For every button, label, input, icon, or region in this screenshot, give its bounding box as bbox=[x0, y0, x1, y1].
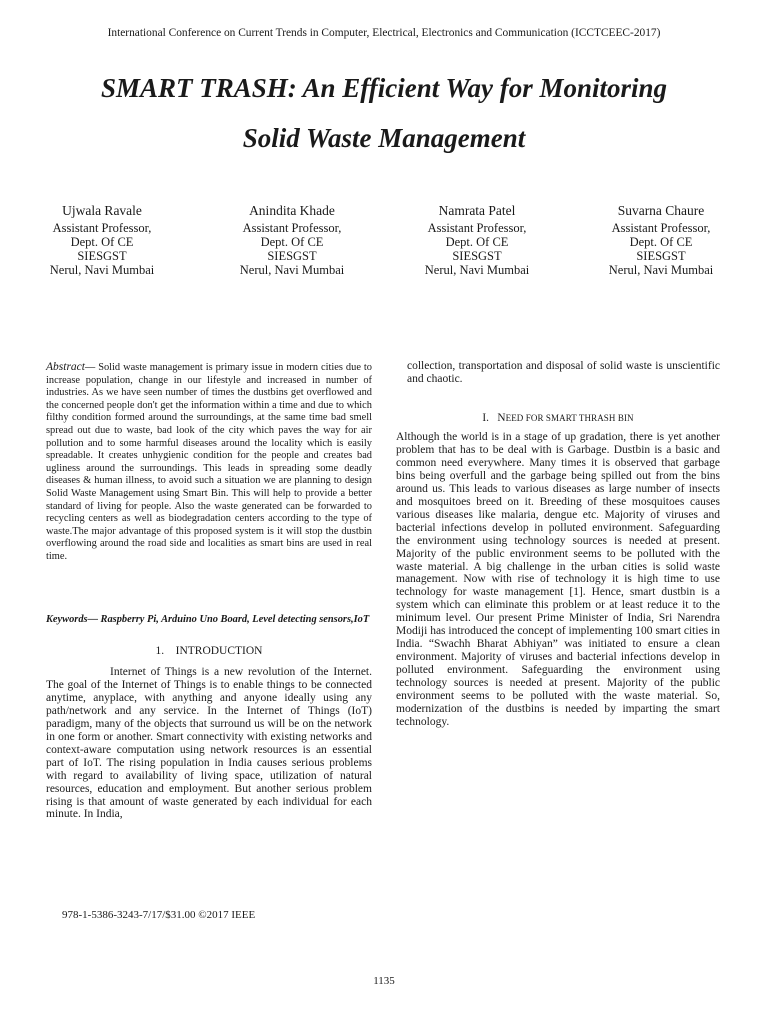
abstract-label: Abstract bbox=[46, 361, 85, 373]
heading-small-caps: EED FOR SMART THRASH BIN bbox=[505, 413, 634, 423]
author-location: Nerul, Navi Mumbai bbox=[239, 263, 345, 277]
abstract bbox=[46, 361, 372, 564]
author-role: Assistant Professor, bbox=[427, 221, 527, 235]
abstract-text: Solid waste management is primary issue in modern cities due to increase population, change in our lifestyle and increased in number of industries. As we have seen number of times the dustbins get overflowed and the concerned people don't get the information within a time and due to which filthy condition formed around the surroundings, at the same time bad smell spread out due to waste, bad look of the city which paves the way for air pollution and to some harmful diseases around the locality which is easily spreadable. It creates unhygienic condition for the people and creates bad ugliness around the surroundings. This leads in spreading some deadly diseases & human illness, to avoid such a situation we are planning to design Solid Waste Management using Smart Bin. This will help to provide a better standard of living for people. Also the waste generated can be forwarded to recycling centers as well as biodegradation centers according to the type of waste.The major advantage of this proposed system is it will stop the dustbin overflowing around the road side and localities as smart bins are used in real time. bbox=[46, 362, 372, 562]
keywords: Keywords— Raspberry Pi, Arduino Uno Board, Level detecting sensors,IoT bbox=[46, 614, 370, 625]
heading-first-letter: N bbox=[497, 412, 506, 424]
continued-paragraph: collection, transportation and disposal of solid waste is unscientific and chaotic. bbox=[407, 360, 720, 385]
abstract-dash: — bbox=[84, 361, 96, 373]
author-name: Suvarna Chaure bbox=[617, 203, 705, 218]
introduction-paragraph bbox=[46, 666, 372, 821]
author-location: Nerul, Navi Mumbai bbox=[49, 263, 155, 277]
author-org: SIESGST bbox=[452, 249, 502, 263]
page-number: 1135 bbox=[373, 975, 395, 987]
author-block bbox=[207, 204, 377, 277]
author-org: SIESGST bbox=[77, 249, 127, 263]
author-role: Assistant Professor, bbox=[611, 221, 711, 235]
conference-header: International Conference on Current Trends in Computer, Electrical, Electronics and Communication (ICCTCEEC-2017) bbox=[107, 27, 661, 39]
isbn-footer: 978-1-5386-3243-7/17/$31.00 ©2017 IEEE bbox=[62, 909, 256, 921]
author-dept: Dept. Of CE bbox=[629, 235, 693, 249]
paper-title-line-2: Solid Waste Management bbox=[242, 123, 526, 153]
author-org: SIESGST bbox=[636, 249, 686, 263]
section-heading-need bbox=[396, 412, 720, 424]
author-block bbox=[17, 204, 187, 277]
introduction-text: Internet of Things is a new revolution of the Internet. The goal of the Internet of Things is to enable things to be connected anytime, anyplace, with anything and anyone ideally using any path/network and any service. In the Internet of Things (IoT) paradigm, many of the objects that surround us will be on the network in one form or another. Smart connectivity with existing networks and context-aware computation using network resources is an essential part of IoT. The rising population in India causes serious problems with regard to availability of living space, utilization of natural resources, education and employment. But another serious problem rising is that amount of waste generated by each individual for each minute. In India, bbox=[46, 666, 372, 821]
need-paragraph: Although the world is in a stage of up gradation, there is yet another problem that has to be deal with is Garbage. Dustbin is a basic and common need everywhere. Many times it is observed that garbage bins being overfull and the garbage being spilled out from the bins around us. This leads to various diseases as large number of insects and mosquitoes breed on it. Breeding of these mosquitoes causes various diseases like malaria, dengue etc. Majority of viruses and bacterial infections develop in polluted environment. Safeguarding the environment using technology sources is needed at present. Majority of the public environment seems to be polluted with the waste material. A big challenge in the urban cities is solid waste management. Now with rise of technology it is high time to use technology for waste management [1]. Hence, smart dustbin is a system which can eliminate this problem or at least reduce it to the minimum level. Our present Prime Minister of India, Sri Narendra Modiji has introduced the concept of implementing 100 smart cities in India. “Swachh Bharat Abhiyan” was initiated to ensure a clean environment. Majority of viruses and bacterial infections develop in polluted environment. Safeguarding the environment using technology sources is needed at present. Majority of the public environment seems to be polluted with the waste material. So, modernization of the dustbins is needed by imparting the smart technology. bbox=[396, 431, 720, 728]
author-dept: Dept. Of CE bbox=[260, 235, 324, 249]
author-role: Assistant Professor, bbox=[242, 221, 342, 235]
author-org: SIESGST bbox=[267, 249, 317, 263]
author-location: Nerul, Navi Mumbai bbox=[424, 263, 530, 277]
author-location: Nerul, Navi Mumbai bbox=[608, 263, 714, 277]
author-name: Namrata Patel bbox=[438, 203, 516, 218]
author-name: Ujwala Ravale bbox=[62, 203, 142, 218]
author-role: Assistant Professor, bbox=[52, 221, 152, 235]
author-name: Anindita Khade bbox=[249, 203, 335, 218]
section-heading-introduction: 1. INTRODUCTION bbox=[155, 645, 263, 657]
author-block bbox=[392, 204, 562, 277]
paper-title-line-1: SMART TRASH: An Efficient Way for Monitoring bbox=[100, 73, 668, 103]
section-number: I. bbox=[482, 412, 489, 424]
author-dept: Dept. Of CE bbox=[445, 235, 509, 249]
author-dept: Dept. Of CE bbox=[70, 235, 134, 249]
author-block bbox=[576, 204, 746, 277]
